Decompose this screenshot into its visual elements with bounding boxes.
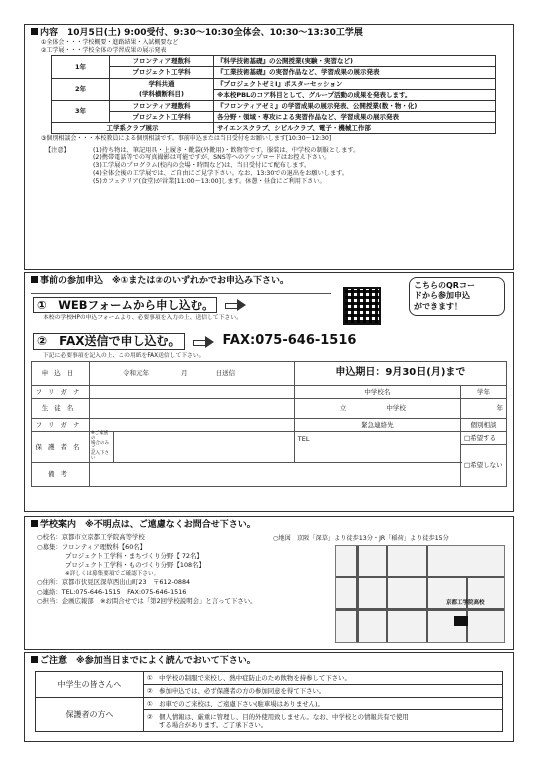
program-cell: 『工業技術基礎』の実習作品など、学習成果の展示発表 [214, 67, 496, 78]
event-content-section [24, 24, 514, 270]
recruit-note: ※詳しくは募集要項でご確認下さい。 [65, 571, 160, 578]
apply-date-field[interactable]: 令和元年 月 日送信 [90, 362, 295, 386]
school-info-list [37, 533, 327, 606]
furigana-field[interactable] [90, 386, 295, 399]
remarks-field[interactable] [90, 462, 461, 486]
fax-desc: 下記に必要事項を記入の上、この用紙をFAX送信して下さい。 [43, 353, 205, 359]
remarks-label: 備考 [32, 462, 90, 486]
grade-1: 1年 [52, 56, 110, 78]
web-row [33, 297, 255, 313]
fax-label: ② FAX送信で申し込む。 [33, 333, 185, 350]
course-cell: プロジェクト工学科 [110, 67, 214, 78]
application-heading: 事前の参加申込 ※①または②のいずれかでお申込み下さい。 [25, 273, 513, 290]
content-item-3: ③個別相談会・・・本校教員による個別相談です。事前申込または当日受付をお願いします[10:30～12:30] [41, 135, 332, 143]
arrow-right-icon [225, 300, 247, 310]
furigana2-field[interactable] [90, 419, 295, 432]
program-cell: 『フロンティアゼミ』の学習成果の展示発表、公開授業(数・物・化) [214, 100, 496, 111]
course-cell: フロンティア理数科 [110, 56, 214, 67]
note-line: (4)全体会後の工学展では、ご自由にご見学下さい。なお、13:30での退出をお願いします。 [93, 169, 349, 177]
club-label: 工学系クラブ展示 [52, 123, 214, 134]
square-bullet-icon [31, 520, 38, 527]
web-form-desc: 本校の学校HPの申込フォームより、必要事項を入力の上、送信して下さい。 [43, 315, 242, 321]
club-content: サイエンスクラブ、シビルクラブ、電子・機械工作部 [214, 123, 496, 134]
caution-heading: ご注意 ※参加当日までによく読んでおいて下さい。 [25, 653, 513, 670]
students-item-2: ② 参加申込では、必ず保護者の方の参加同意を得て下さい。 [144, 685, 503, 698]
parents-item-2: ② 個人情報は、厳重に管理し、目的外使用致しません。なお、中学校との情報共有で使用 する場合があります。ご了承下さい。 [144, 710, 503, 732]
access-map[interactable] [335, 545, 505, 643]
furigana-label: フリガナ [32, 386, 90, 399]
guardian-name-label: 保護者名 [32, 432, 90, 463]
map-access-text: ○地図 京阪「深草」より徒歩13分・JR「稲荷」より徒歩15分 [273, 535, 449, 542]
square-bullet-icon [31, 656, 38, 663]
course-cell: (学科横断科目) [110, 89, 214, 100]
school-info-section [24, 516, 514, 650]
grade-3: 3年 [52, 100, 110, 122]
divider [31, 293, 331, 294]
notes-block [31, 147, 507, 186]
school-person: ○担当：企画広報部 ※お問合せでは「第2回学校説明会」と言って下さい。 [37, 597, 257, 606]
consult-label: 個別相談 [461, 419, 507, 432]
school-contact: ○連絡：TEL:075-646-1515 FAX:075-646-1516 [37, 587, 187, 596]
student-name-field[interactable] [90, 399, 295, 419]
program-cell: 『プロジェクトゼミⅠ』ポスターセッション [214, 78, 496, 89]
furigana2-label: フリガナ [32, 419, 90, 432]
grade-label: 学年 [461, 386, 507, 399]
note-line: (3)工学展のプログラム(校内の会場・時間など)は、当日受付にて配布します。 [93, 162, 311, 170]
program-cell: 各分野・領域・専攻による実習作品など、学習成果の展示発表 [214, 111, 496, 122]
fax-form-table [31, 361, 507, 487]
student-name-label: 生徒名 [32, 399, 90, 419]
caution-section [24, 652, 514, 742]
map-school-label: 京都工学院高校 [446, 600, 485, 606]
note-line: (5)カフェテリア(食堂)が営業[11:00～13:00]します。休憩・昼食にご利用下さい。 [93, 177, 326, 185]
school-name: ○校名：京都市立京都工学院高等学校 [37, 533, 145, 542]
deadline: 申込期日：9月30日(月)まで [294, 362, 506, 386]
parents-label: 保護者の方へ [36, 698, 144, 732]
school-address: ○住所：京都市伏見区深草西出山町23 〒612-0884 [37, 578, 191, 587]
content-heading: 内容 10月5日(土) 9:00受付、9:30～10:30全体会、10:30～13:30工学展 [31, 28, 507, 39]
program-cell: 『科学技術基礎』の公開授業(実験・実習など) [214, 56, 496, 67]
grade-program-table [51, 55, 496, 134]
course-cell: フロンティア理数科 [110, 100, 214, 111]
note-line: (2)携帯電話等での写真撮影は可能ですが、SNS等へのアップロードはお控え下さい。 [93, 154, 331, 162]
tel-field[interactable]: TEL [294, 432, 460, 463]
recruit-3: プロジェクト工学科・ものづくり分野【108名】 [65, 561, 205, 570]
consult-no-checkbox[interactable]: □希望しない [461, 445, 507, 487]
grade-field[interactable]: 年 [461, 399, 507, 419]
guardian-note: ※ご家族の 場合のみご 記入下さい [90, 432, 114, 463]
school-info-heading: 学校案内 ※不明点は、ご遠慮なくお問合せ下さい。 [31, 520, 507, 531]
course-cell: 学科共通 [110, 78, 214, 89]
guardian-name-field[interactable] [114, 432, 295, 463]
parents-item-1: ① お車でのご来校は、ご遠慮下さい(駐車場はありません)。 [144, 698, 503, 710]
recruit-2: プロジェクト工学科・まちづくり分野【 72名】 [65, 551, 203, 560]
square-bullet-icon [31, 28, 38, 35]
arrow-right-icon [193, 337, 215, 347]
content-item-2: ②工学展・・・学校全体の学習成果の展示発表 [41, 46, 167, 54]
consult-yes-checkbox[interactable]: □希望する [461, 432, 507, 445]
notes-label: 【注意】 [45, 146, 70, 154]
application-section [24, 272, 514, 512]
note-line: (1)持ち物は、筆記用具・上履き・靴袋(外靴用)・飲物等です。服装は、中学校の制服とします。 [93, 146, 360, 154]
school-building-icon [454, 616, 468, 626]
students-item-1: ① 中学校の制服で来校し、熱中症防止のため飲物を持参して下さい。 [144, 672, 503, 685]
school-name-label: 中学校名 [294, 386, 460, 399]
fax-number: FAX:075-646-1516 [222, 333, 357, 349]
qr-code-icon[interactable] [343, 287, 381, 325]
course-cell: プロジェクト工学科 [110, 111, 214, 122]
caution-table [35, 671, 503, 732]
students-label: 中学生の皆さんへ [36, 672, 144, 698]
fax-row [33, 333, 356, 350]
recruit-1: ○募集：フロンティア理数科【60名】 [37, 542, 147, 551]
qr-bubble: こちらのQRコー ドから参加申込 ができます！ [409, 277, 505, 316]
emergency-contact-label: 緊急連絡先 [294, 419, 460, 432]
web-form-label[interactable]: ① WEBフォームから申し込む。 [33, 297, 217, 313]
apply-date-label: 申込日 [32, 362, 90, 386]
square-bullet-icon [31, 276, 38, 283]
school-name-field[interactable]: 立 中学校 [294, 399, 460, 419]
program-cell: ※本校PBLのコア科目として、グループ活動の成果を発表します。 [214, 89, 496, 100]
grade-2: 2年 [52, 78, 110, 100]
content-item-1: ①全体会・・・学校概要・進路結果・入試概要など [41, 39, 179, 47]
